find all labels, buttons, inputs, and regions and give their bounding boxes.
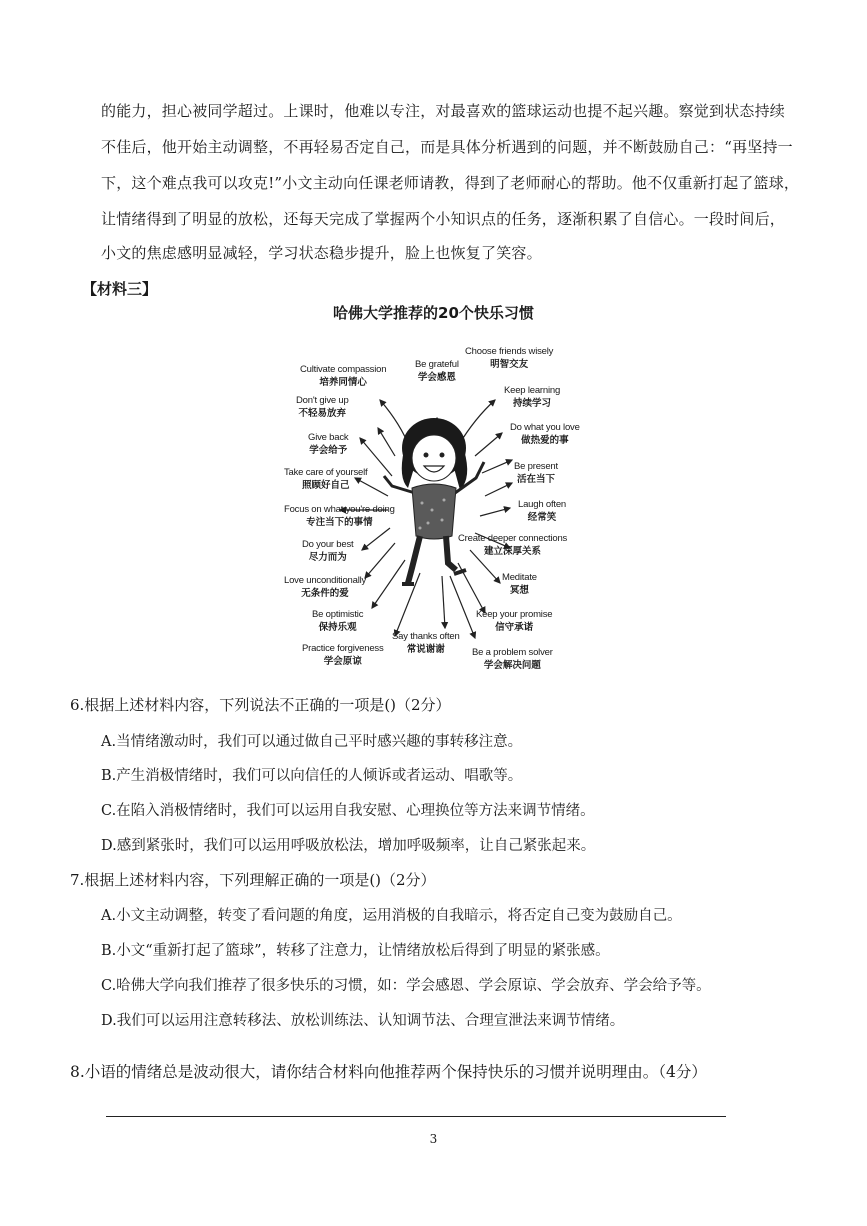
question-8-stem: 8.小语的情绪总是波动很大，请你结合材料向他推荐两个保持快乐的习惯并说明理由。（4分） — [70, 1063, 707, 1081]
habit-label: Don't give up 不轻易放弃 — [296, 395, 349, 419]
habit-label: Be optimistic 保持乐观 — [312, 609, 364, 633]
question-7-option-a[interactable]: A.小文主动调整，转变了看问题的角度，运用消极的自我暗示，将否定自己变为鼓励自己。 — [101, 908, 682, 924]
question-6-option-a[interactable]: A.当情绪激动时，我们可以通过做自己平时感兴趣的事转移注意。 — [101, 734, 523, 750]
habit-label: Focus on what you're doing 专注当下的事情 — [284, 504, 395, 528]
habit-label: Do your best 尽力而为 — [302, 539, 354, 563]
question-6-stem: 6.根据上述材料内容，下列说法不正确的一项是()（2分） — [70, 696, 451, 714]
question-7-option-c[interactable]: C.哈佛大学向我们推荐了很多快乐的习惯，如：学会感恩、学会原谅、学会放弃、学会给予等。 — [101, 978, 711, 994]
habit-label: Take care of yourself 照顾好自己 — [284, 467, 368, 491]
passage-line: 让情绪得到了明显的放松，还每天完成了掌握两个小知识点的任务，逐渐积累了自信心。一段时间后， — [101, 210, 786, 228]
answer-line[interactable] — [106, 1116, 726, 1117]
question-6-option-d[interactable]: D.感到紧张时，我们可以运用呼吸放松法，增加呼吸频率，让自己紧张起来。 — [101, 838, 596, 854]
habit-label: Choose friends wisely 明智交友 — [465, 346, 554, 370]
figure-title: 哈佛大学推荐的20个快乐习惯 — [333, 304, 534, 322]
habit-label: Keep your promise 信守承诺 — [476, 609, 553, 633]
habit-label: Be present 活在当下 — [514, 461, 558, 485]
passage-line: 不佳后，他开始主动调整，不再轻易否定自己，而是具体分析遇到的问题，并不断鼓励自己：“再坚持一 — [101, 138, 793, 156]
habit-label: Love unconditionally 无条件的爱 — [284, 575, 367, 599]
habits-figure — [280, 338, 590, 678]
material-heading: 【材料三】 — [82, 280, 158, 298]
passage-line: 小文的焦虑感明显减轻，学习状态稳步提升，脸上也恢复了笑容。 — [101, 244, 542, 262]
question-7-option-d[interactable]: D.我们可以运用注意转移法、放松训练法、认知调节法、合理宣泄法来调节情绪。 — [101, 1013, 625, 1029]
habit-label: Keep learning 持续学习 — [504, 385, 561, 409]
habit-label: Laugh often 经常笑 — [518, 499, 566, 523]
habit-label: Say thanks often 常说谢谢 — [392, 631, 460, 655]
habit-label: Practice forgiveness 学会原谅 — [302, 643, 384, 667]
question-7-stem: 7.根据上述材料内容，下列理解正确的一项是()（2分） — [70, 871, 436, 889]
habit-label: Give back 学会给予 — [308, 432, 349, 456]
question-6-option-b[interactable]: B.产生消极情绪时，我们可以向信任的人倾诉或者运动、唱歌等。 — [101, 768, 523, 784]
question-6-option-c[interactable]: C.在陷入消极情绪时，我们可以运用自我安慰、心理换位等方法来调节情绪。 — [101, 803, 595, 819]
page-number: 3 — [429, 1132, 438, 1146]
habit-label: Cultivate compassion 培养同情心 — [300, 364, 387, 388]
habit-label: Be grateful 学会感恩 — [415, 359, 459, 383]
habit-label: Be a problem solver 学会解决问题 — [472, 647, 553, 671]
question-7-option-b[interactable]: B.小文“重新打起了篮球”，转移了注意力，让情绪放松后得到了明显的紧张感。 — [101, 943, 610, 959]
passage-line: 的能力，担心被同学超过。上课时，他难以专注，对最喜欢的篮球运动也提不起兴趣。察觉到状态持续 — [101, 102, 786, 120]
habit-label: Do what you love 做热爱的事 — [510, 422, 580, 446]
habit-label: Meditate 冥想 — [502, 572, 537, 596]
passage-line: 下，这个难点我可以攻克!”小文主动向任课老师请教，得到了老师耐心的帮助。他不仅重新打起了篮球， — [101, 174, 800, 192]
habit-label: Create deeper connections 建立深厚关系 — [458, 533, 568, 557]
